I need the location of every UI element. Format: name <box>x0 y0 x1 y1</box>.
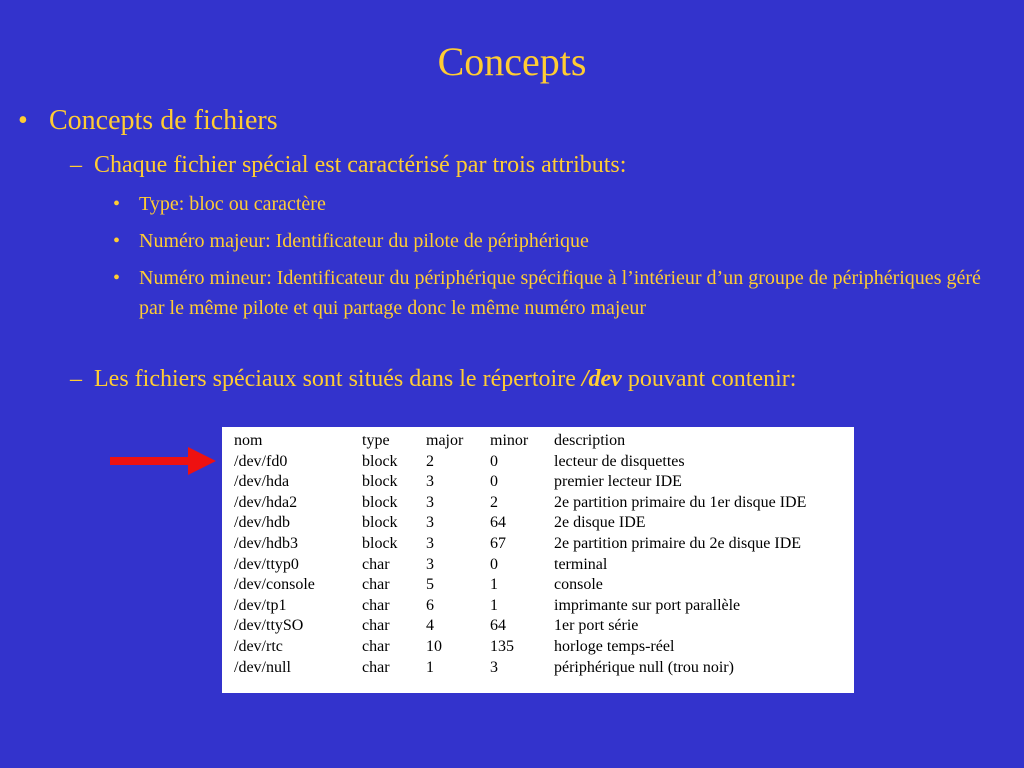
cell-major: 3 <box>426 555 434 573</box>
table-header-row <box>234 431 854 452</box>
list-item-text: Type: bloc ou caractère <box>139 193 326 215</box>
text-after: pouvant contenir: <box>621 366 797 392</box>
cell-minor: 0 <box>490 473 498 491</box>
cell-major: 6 <box>426 596 434 614</box>
cell-type: block <box>362 534 398 552</box>
cell-minor: 3 <box>490 658 498 676</box>
slide-title: Concepts <box>437 39 587 84</box>
cell-type: block <box>362 473 398 491</box>
cell-nom: /dev/hda <box>234 473 290 491</box>
table-row <box>234 493 854 514</box>
cell-description: console <box>554 576 603 594</box>
cell-description: premier lecteur IDE <box>554 473 682 491</box>
header-minor: minor <box>490 432 529 449</box>
cell-nom: /dev/hdb <box>234 514 290 532</box>
cell-major: 1 <box>426 658 434 676</box>
sub-bullet-text: Chaque fichier spécial est caractérisé par trois attributs: <box>94 152 627 178</box>
cell-description: 2e partition primaire du 1er disque IDE <box>554 493 807 511</box>
cell-type: char <box>362 596 390 614</box>
cell-major: 3 <box>426 534 434 552</box>
header-type: type <box>362 432 390 449</box>
bullet-marker: • <box>18 105 28 136</box>
cell-type: block <box>362 452 398 470</box>
cell-type: char <box>362 576 390 594</box>
cell-type: char <box>362 637 390 655</box>
cell-description: périphérique null (trou noir) <box>554 658 734 676</box>
table-row <box>234 513 854 534</box>
cell-nom: /dev/tp1 <box>234 596 287 614</box>
text-before: Les fichiers spéciaux sont situés dans le répertoire <box>94 366 582 392</box>
cell-major: 3 <box>426 514 434 532</box>
table-row <box>234 575 854 596</box>
cell-minor: 67 <box>490 534 506 552</box>
device-table <box>234 431 854 678</box>
table-row <box>234 555 854 576</box>
cell-minor: 135 <box>490 637 514 655</box>
cell-minor: 0 <box>490 555 498 573</box>
dev-directory: /dev <box>581 366 622 392</box>
cell-type: char <box>362 555 390 573</box>
cell-major: 3 <box>426 473 434 491</box>
cell-minor: 0 <box>490 452 498 470</box>
table-row <box>234 472 854 493</box>
cell-nom: /dev/hdb3 <box>234 534 298 552</box>
list-item-text: Numéro majeur: Identificateur du pilote de périphérique <box>139 230 589 252</box>
cell-nom: /dev/hda2 <box>234 493 298 511</box>
device-table-image <box>222 427 854 693</box>
table-row <box>234 596 854 617</box>
table-row <box>234 616 854 637</box>
header-nom: nom <box>234 432 263 449</box>
dash-marker: – <box>70 152 82 178</box>
bullet-marker: • <box>113 230 121 252</box>
list-item-text: Numéro mineur: Identificateur du périphérique spécifique à l’intérieur d’un groupe de périphériques géré par le même pilote et qui partage donc le même numéro majeur <box>139 267 981 319</box>
table-row <box>234 534 854 555</box>
table-row <box>234 452 854 473</box>
cell-description: 1er port série <box>554 617 639 635</box>
bullet-marker: • <box>113 267 121 289</box>
cell-type: char <box>362 658 390 676</box>
dash-marker: – <box>70 366 82 392</box>
cell-type: block <box>362 493 398 511</box>
cell-major: 5 <box>426 576 434 594</box>
right-arrow-icon <box>110 447 216 475</box>
cell-major: 4 <box>426 617 434 635</box>
bullet-text: Concepts de fichiers <box>49 105 278 136</box>
cell-description: lecteur de disquettes <box>554 452 685 470</box>
bullet-marker: • <box>113 193 121 215</box>
cell-nom: /dev/rtc <box>234 637 283 655</box>
cell-description: terminal <box>554 555 608 573</box>
cell-minor: 64 <box>490 617 506 635</box>
cell-nom: /dev/ttySO <box>234 617 304 635</box>
header-major: major <box>426 432 464 449</box>
cell-major: 3 <box>426 493 434 511</box>
cell-nom: /dev/ttyp0 <box>234 555 299 573</box>
cell-nom: /dev/null <box>234 658 291 676</box>
cell-description: 2e partition primaire du 2e disque IDE <box>554 534 802 552</box>
cell-major: 10 <box>426 637 442 655</box>
cell-type: char <box>362 617 390 635</box>
cell-major: 2 <box>426 452 434 470</box>
table-row <box>234 658 854 679</box>
cell-minor: 2 <box>490 493 498 511</box>
cell-description: imprimante sur port parallèle <box>554 596 741 614</box>
cell-minor: 1 <box>490 596 498 614</box>
cell-type: block <box>362 514 398 532</box>
sub-bullet-text <box>94 364 796 394</box>
cell-minor: 1 <box>490 576 498 594</box>
cell-minor: 64 <box>490 514 506 532</box>
cell-description: 2e disque IDE <box>554 514 646 532</box>
cell-nom: /dev/console <box>234 576 315 594</box>
cell-nom: /dev/fd0 <box>234 452 288 470</box>
cell-description: horloge temps-réel <box>554 637 675 655</box>
table-row <box>234 637 854 658</box>
header-description: description <box>554 432 626 449</box>
